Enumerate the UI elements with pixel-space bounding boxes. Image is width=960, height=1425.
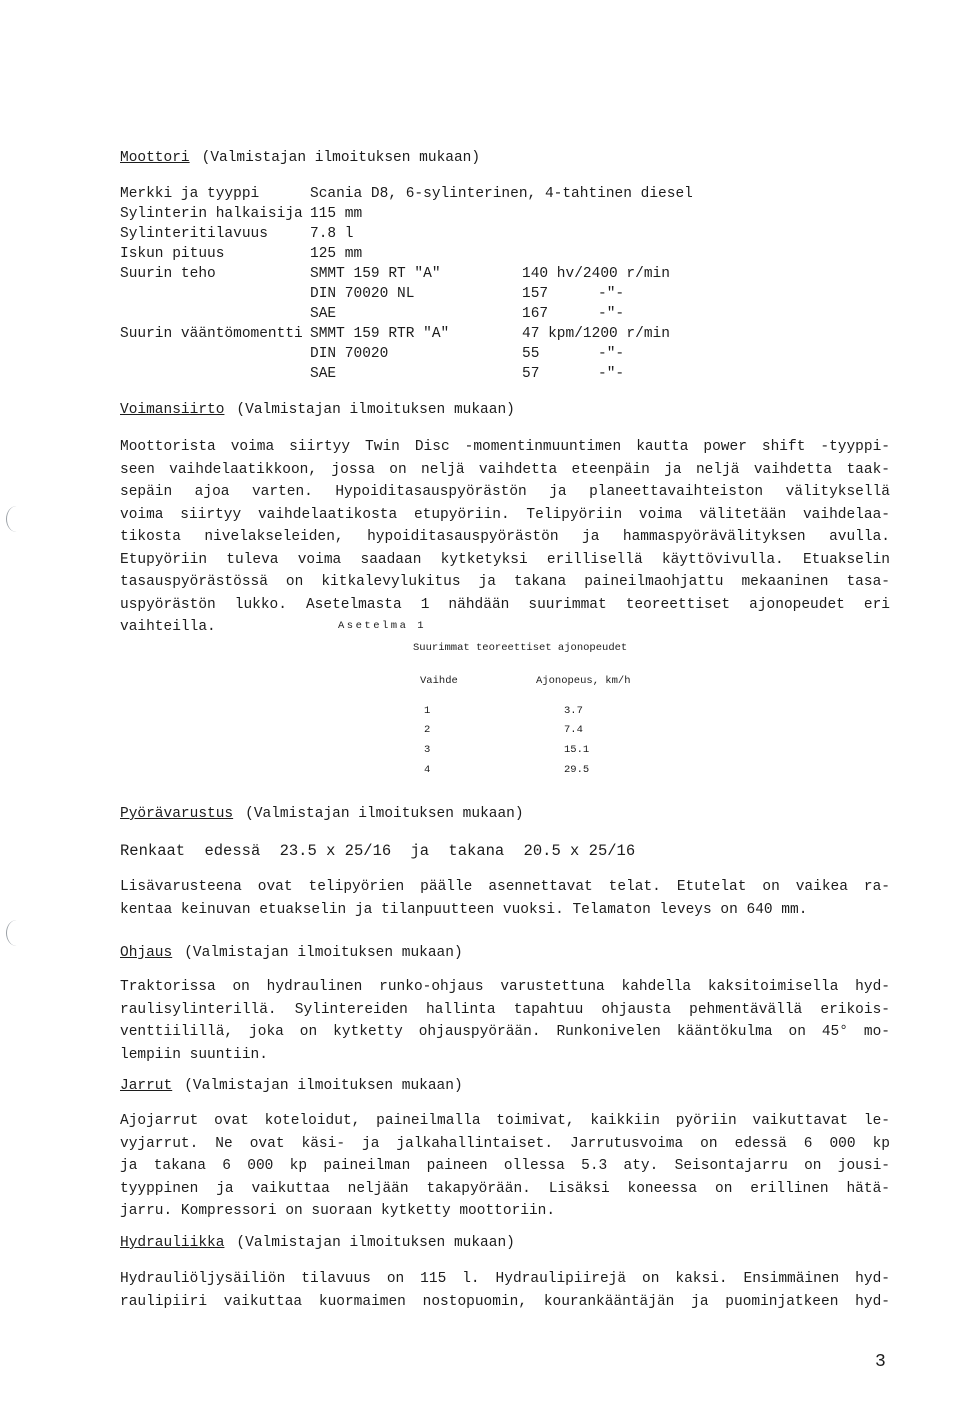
ohjaus-paragraph bbox=[120, 976, 890, 1066]
gear-cell: 4 bbox=[424, 764, 431, 776]
ditto-mark: -"- bbox=[598, 346, 625, 362]
column-header-speed: Ajonopeus, km/h bbox=[536, 675, 631, 687]
text-line: vaihteilla. bbox=[120, 619, 216, 635]
section-heading: Pyörävarustus bbox=[120, 806, 234, 822]
jarrut-paragraph bbox=[120, 1110, 890, 1223]
tyre-rear-label: takana bbox=[448, 842, 505, 860]
text-line: uspyörästön lukko. Asetelmasta 1 nähdään suurimmat teoreettiset ajonopeudet eri bbox=[120, 596, 890, 613]
ditto-mark: -"- bbox=[598, 366, 625, 382]
column-header-gear: Vaihde bbox=[420, 675, 458, 687]
voimansiirto-paragraph bbox=[120, 436, 890, 639]
text-line: kentaa keinuvan etuakselin ja tilanpuutteen vuoksi. Telamaton leveys on 640 mm. bbox=[120, 901, 808, 918]
section-note: (Valmistajan ilmoituksen mukaan) bbox=[236, 402, 515, 418]
text-line: jarru. Kompressori on suoraan kytketty moottoriin. bbox=[120, 1203, 556, 1219]
text-line: sepäin ajoa varten. Hypoiditasauspyörästön ja planeettavaihteiston välityksellä bbox=[120, 484, 890, 500]
tyre-front-size: 23.5 x 25/16 bbox=[279, 842, 392, 860]
section-note: (Valmistajan ilmoituksen mukaan) bbox=[236, 1235, 515, 1251]
text-line: Lisävarusteena ovat telipyörien päälle asennettavat telat. Etutelat on vaikea ra- bbox=[120, 879, 890, 895]
spec-value: SMMT 159 RTR "A" bbox=[310, 326, 450, 342]
spec-label: Merkki ja tyyppi bbox=[120, 186, 260, 202]
section-note: (Valmistajan ilmoituksen mukaan) bbox=[245, 806, 524, 822]
spec-value: DIN 70020 bbox=[310, 346, 389, 362]
text-line: Hydrauliöljysäiliön tilavuus on 115 l. Hydraulipiirejä on kaksi. Ensimmäinen hyd- bbox=[120, 1271, 890, 1287]
spec-value: 57 bbox=[522, 366, 540, 382]
text-line: venttiilillä, joka on kytketty ohjauspyörään. Runkonivelen kääntökulma on 45° mo- bbox=[120, 1024, 890, 1040]
ditto-mark: -"- bbox=[598, 306, 625, 322]
speed-cell: 29.5 bbox=[564, 764, 590, 776]
spec-label: Suurin teho bbox=[120, 266, 216, 282]
section-heading: Voimansiirto bbox=[120, 402, 225, 418]
pyoravarustus-paragraph bbox=[120, 876, 890, 921]
section-heading: Moottori bbox=[120, 150, 190, 166]
text-line: vyjarrut. Ne ovat käsi- ja jalkahallintaiset. Jarrutusvoima on edessä 6 000 kp bbox=[120, 1135, 890, 1152]
speed-cell: 3.7 bbox=[564, 705, 583, 717]
spec-value: Scania D8, 6-sylinterinen, 4-tahtinen diesel bbox=[310, 186, 693, 202]
tyre-sizes bbox=[120, 842, 645, 860]
section-title-voimansiirto bbox=[120, 402, 515, 418]
text-line: Etupyöriin tuleva voima saadaan kytketyksi erillisellä käyttövivulla. Etuakselin bbox=[120, 551, 890, 568]
table-subtitle: Suurimmat teoreettiset ajonopeudet bbox=[413, 642, 628, 654]
spec-label: Suurin vääntömomentti bbox=[120, 326, 303, 342]
page-number: 3 bbox=[875, 1352, 886, 1372]
spec-value: 55 bbox=[522, 346, 540, 362]
section-note: (Valmistajan ilmoituksen mukaan) bbox=[201, 150, 481, 166]
table-caption: Asetelma 1 bbox=[338, 620, 427, 632]
text-line: tikosta nivelakseleiden, hypoiditasauspyörästön ja hammaspyörävälityksen avulla. bbox=[120, 529, 890, 545]
text-line: raulipiiri vaikuttaa kuormaimen nostopuomin, kourankääntäjän ja puominjatkeen hyd- bbox=[120, 1293, 890, 1310]
punch-hole-mark bbox=[6, 506, 27, 532]
text-line: seen vaihdelaatikkoon, jossa on neljä vaihdetta eteenpäin ja neljä vaihdetta taak- bbox=[120, 461, 890, 478]
text-line: voima siirtyy vaihdelaatikosta etupyöriin. Telipyöriin voima välitetään vaihdelaa- bbox=[120, 506, 890, 523]
section-title-ohjaus bbox=[120, 945, 463, 961]
section-heading: Hydrauliikka bbox=[120, 1235, 225, 1251]
spec-value: 140 hv/2400 r/min bbox=[522, 266, 670, 282]
section-note: (Valmistajan ilmoituksen mukaan) bbox=[184, 945, 463, 961]
section-title-pyoravarustus bbox=[120, 806, 524, 822]
spec-value: 7.8 l bbox=[310, 226, 354, 242]
speed-cell: 15.1 bbox=[564, 744, 590, 756]
spec-value: DIN 70020 NL bbox=[310, 286, 415, 302]
spec-label: Sylinteritilavuus bbox=[120, 226, 268, 242]
section-heading: Ohjaus bbox=[120, 945, 173, 961]
text-line: Traktorissa on hydraulinen runko-ohjaus varustettuna kahdella kaksitoimisella hyd- bbox=[120, 979, 890, 995]
gear-cell: 3 bbox=[424, 744, 431, 756]
tyre-label: Renkaat bbox=[120, 842, 186, 860]
ditto-mark: -"- bbox=[598, 286, 625, 302]
spec-label: Sylinterin halkaisija bbox=[120, 206, 303, 222]
text-line: lempiin suuntiin. bbox=[120, 1046, 268, 1063]
spec-value: SAE bbox=[310, 366, 337, 382]
tyre-front-label: edessä bbox=[204, 842, 261, 860]
section-note: (Valmistajan ilmoituksen mukaan) bbox=[184, 1078, 463, 1094]
section-title-jarrut bbox=[120, 1078, 463, 1094]
punch-hole-mark bbox=[6, 920, 27, 946]
tyre-joiner: ja bbox=[410, 842, 430, 860]
spec-value: SMMT 159 RT "A" bbox=[310, 266, 441, 282]
spec-value: 157 bbox=[522, 286, 549, 302]
hydrauliikka-paragraph bbox=[120, 1268, 890, 1313]
text-line: raulisylinterillä. Sylintereiden hallinta tapahtuu ohjausta pehmentävällä erikois- bbox=[120, 1001, 890, 1018]
spec-value: SAE bbox=[310, 306, 337, 322]
text-line: tyyppinen ja vaikuttaa neljään takapyörään. Lisäksi koneessa on erillinen hätä- bbox=[120, 1180, 890, 1197]
spec-label: Iskun pituus bbox=[120, 246, 225, 262]
section-title-moottori bbox=[120, 150, 480, 166]
gear-cell: 1 bbox=[424, 705, 431, 717]
spec-value: 167 bbox=[522, 306, 549, 322]
section-heading: Jarrut bbox=[120, 1078, 173, 1094]
text-line: Moottorista voima siirtyy Twin Disc -momentinmuuntimen kautta power shift -tyyppi- bbox=[120, 439, 890, 455]
spec-value: 125 mm bbox=[310, 246, 363, 262]
speed-cell: 7.4 bbox=[564, 724, 583, 736]
spec-value: 115 mm bbox=[310, 206, 363, 222]
section-title-hydrauliikka bbox=[120, 1235, 515, 1251]
text-line: ja takana 6 000 kp paineilman paineen ollessa 5.3 aty. Seisontajarru on jousi- bbox=[120, 1158, 890, 1174]
tyre-rear-size: 20.5 x 25/16 bbox=[523, 842, 636, 860]
gear-cell: 2 bbox=[424, 724, 431, 736]
spec-value: 47 kpm/1200 r/min bbox=[522, 326, 670, 342]
text-line: Ajojarrut ovat koteloidut, paineilmalla toimivat, kaikkiin pyöriin vaikuttavat le- bbox=[120, 1113, 890, 1129]
text-line: tasauspyörästössä on kitkalevylukitus ja takana paineilmaohjattu mekaaninen tasa- bbox=[120, 574, 890, 590]
